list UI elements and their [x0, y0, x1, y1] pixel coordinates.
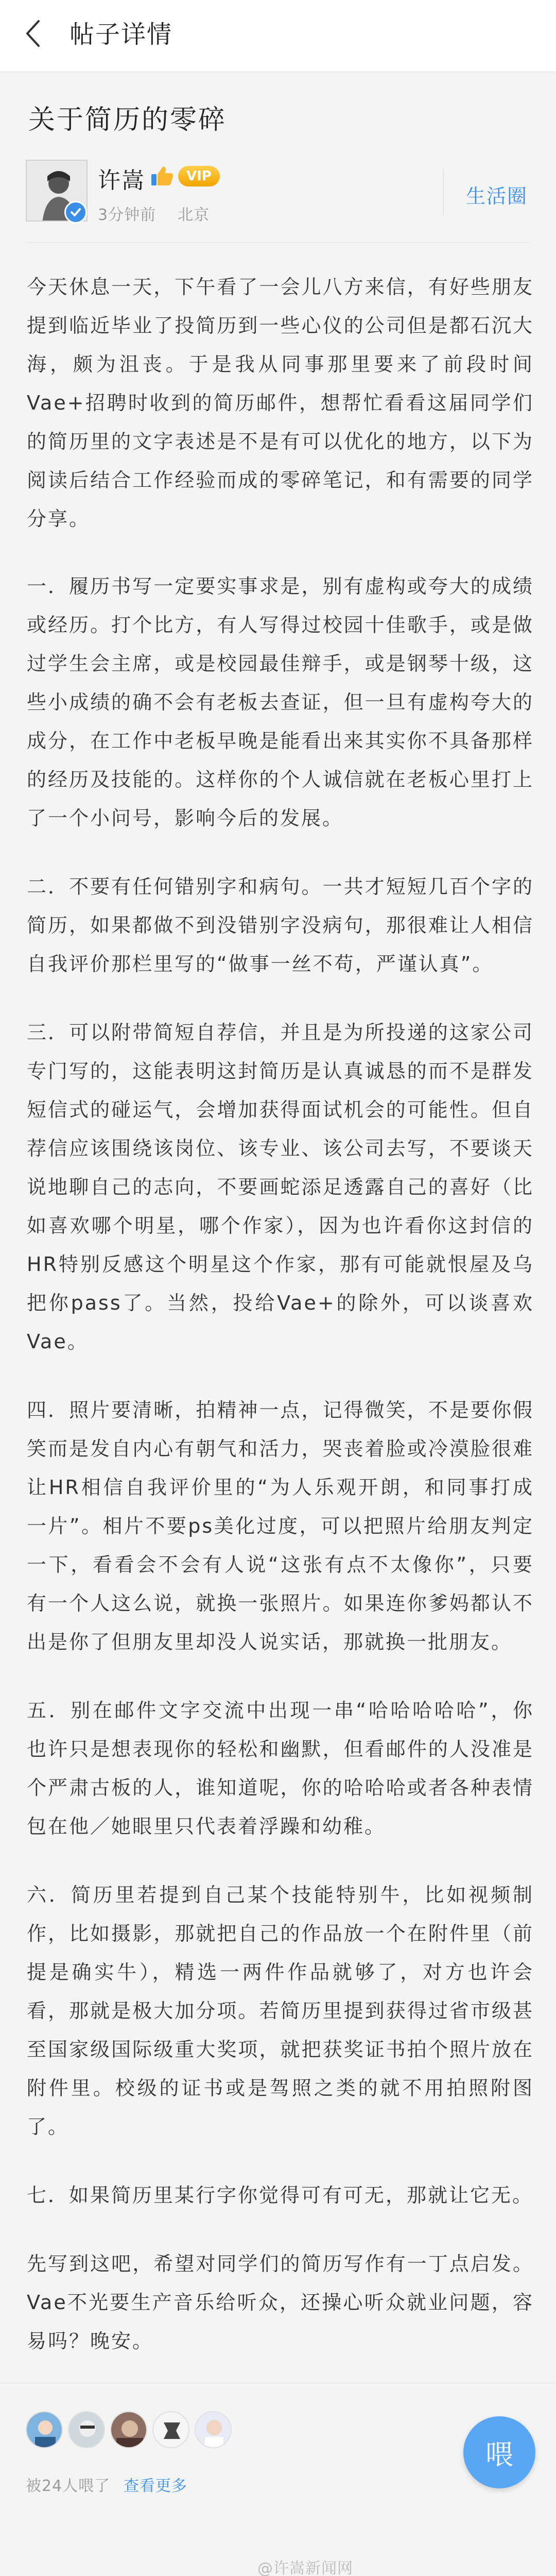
back-button[interactable] [15, 15, 51, 52]
top-nav-bar [0, 0, 556, 72]
vertical-divider [443, 169, 444, 215]
feed-button[interactable]: 喂 [463, 2416, 535, 2488]
post-body [27, 268, 534, 2391]
post-location: 北京 [178, 206, 210, 224]
liker-avatar[interactable] [152, 2411, 189, 2448]
paragraph-3: 三．可以附带简短自荐信，并且是为所投递的这家公司专门写的，这能表明这封简历是认真诚恳的而不是群发短信式的碰运气，会增加获得面试机会的可能性。但自荐信应该围绕该岗位、该专业、该公司去写，不要谈天说地聊自己的志向，不要画蛇添足透露自己的喜好（比如喜欢哪个明星，哪个作家），因为也许看你这封信的HR特别反感这个明星这个作家，那有可能就恨屋及乌把你pass了。当然，投给Vae+的除外，可以谈喜欢Vae。 [27, 1021, 534, 1353]
liker-avatar[interactable] [110, 2411, 147, 2448]
post-time: 3分钟前 [98, 206, 157, 224]
liker-avatar[interactable] [195, 2411, 232, 2448]
author-row [0, 160, 556, 237]
author-name[interactable]: 许嵩 [98, 167, 145, 194]
liker-avatar[interactable] [68, 2411, 105, 2448]
watermark: @许嵩新闻网 [257, 2560, 353, 2576]
paragraph-6: 六．简历里若提到自己某个技能特别牛，比如视频制作，比如摄影，那就把自己的作品放一个在附件里（前提是确实牛），精选一两件作品就够了，对方也许会看，那就是极大加分项。若简历里提到获得过省市级甚至国家级国际级重大奖项，就把获奖证书拍个照片放在附件里。校级的证书或是驾照之类的就不用拍照附图了。 [27, 1884, 534, 2138]
paragraph-1: 一．履历书写一定要实事求是，别有虚构或夸大的成绩或经历。打个比方，有人写得过校园十佳歌手，或是做过学生会主席，或是校园最佳辩手，或是钢琴十级，这些小成绩的确不会有老板去查证，但一旦有虚构夸大的成分，在工作中老板早晚是能看出来其实你不具备那样的经历及技能的。这样你的个人诚信就在老板心里打上了一个小问号，影响今后的发展。 [27, 575, 534, 829]
liker-avatar[interactable] [26, 2411, 63, 2448]
chevron-left-icon [23, 18, 44, 49]
paragraph-closing: 先写到这吧，希望对同学们的简历写作有一丁点启发。Vae不光要生产音乐给听众，还操心听众就业问题，容易吗？晚安。 [27, 2252, 534, 2352]
paragraph-7: 七．如果简历里某行字你觉得可有可无，那就让它无。 [27, 2184, 534, 2207]
paragraph-2: 二．不要有任何错别字和病句。一共才短短几百个字的简历，如果都做不到没错别字没病句，那很难让人相信自我评价那栏里写的“做事一丝不苟，严谨认真”。 [27, 875, 534, 975]
nav-title: 帖子详情 [70, 20, 173, 49]
paragraph-5: 五．别在邮件文字交流中出现一串“哈哈哈哈哈”，你也许只是想表现你的轻松和幽默，但看邮件的人没准是个严肃古板的人，谁知道呢，你的哈哈哈或者各种表情包在他／她眼里只代表着浮躁和幼稚。 [27, 1699, 534, 1838]
divider [26, 242, 530, 243]
verified-icon [64, 201, 87, 224]
post-title: 关于简历的零碎 [28, 105, 227, 135]
vip-badge: VIP [178, 166, 220, 187]
like-count: 被24人喂了 [26, 2477, 111, 2495]
paragraph-4: 四．照片要清晰，拍精神一点，记得微笑，不是要你假笑而是发自内心有朝气和活力，哭丧着脸或冷漠脸很难让HR相信自我评价里的“为人乐观开朗，和同事打成一片”。相片不要ps美化过度，可以把照片给朋友判定一下，看看会不会有人说“这张有点不太像你”，只要有一个人这么说，就换一张照片。如果连你爹妈都认不出是你了但朋友里却没人说实话，那就换一批朋友。 [27, 1399, 534, 1653]
post-meta [98, 202, 210, 225]
thumbs-up-icon [150, 165, 174, 187]
see-more-link[interactable]: 查看更多 [124, 2477, 187, 2495]
liker-avatars [26, 2411, 232, 2450]
circle-link[interactable]: 生活圈 [466, 185, 528, 208]
paragraph-intro: 今天休息一天，下午看了一会儿八方来信，有好些朋友提到临近毕业了投简历到一些心仪的公司但是都石沉大海，颇为沮丧。于是我从同事那里要来了前段时间Vae+招聘时收到的简历邮件，想帮忙看看这届同学们的简历里的文字表述是不是有可以优化的地方，以下为阅读后结合工作经验而成的零碎笔记，和有需要的同学分享。 [27, 276, 534, 530]
